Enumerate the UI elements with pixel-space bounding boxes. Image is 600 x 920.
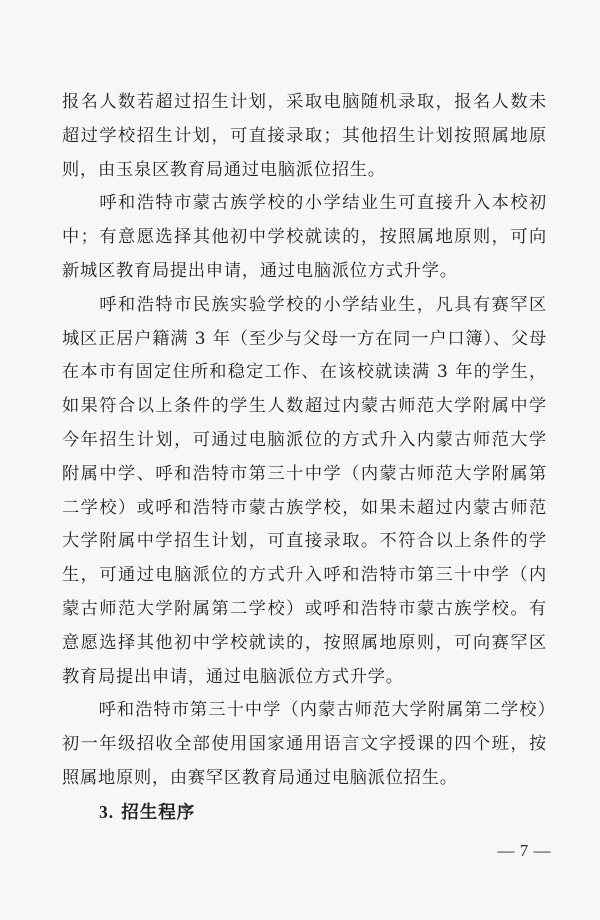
paragraph-2: 呼和浩特市蒙古族学校的小学结业生可直接升入本校初中；有意愿选择其他初中学校就读的，按照属地原则，可向新城区教育局提出申请，通过电脑派位方式升学。 bbox=[62, 193, 547, 281]
document-body bbox=[62, 86, 547, 831]
paragraph-3: 呼和浩特市民族实验学校的小学结业生，凡具有赛罕区城区正居户籍满 3 年（至少与父母一方在同一户口簿）、父母在本市有固定住所和稳定工作、在该校就读满 3 年的学生，如果符合以上条件的学生人数超过内蒙古师范大学附属中学今年招生计划，可通过电脑派位的方式升入内蒙古师范大学附属中学、呼和浩特市第三十中学（内蒙古师范大学附属第二学校）或呼和浩特市蒙古族学校，如果未超过内蒙古师范大学附属中学招生计划，可直接录取。不符合以上条件的学生，可通过电脑派位的方式升入呼和浩特市第三十中学（内蒙古师范大学附属第二学校）或呼和浩特市蒙古族学校。有意愿选择其他初中学校就读的，按照属地原则，可向赛罕区教育局提出申请，通过电脑派位方式升学。 bbox=[62, 294, 547, 687]
paragraph-1: 报名人数若超过招生计划，采取电脑随机录取，报名人数未超过学校招生计划，可直接录取；其他招生计划按照属地原则，由玉泉区教育局通过电脑派位招生。 bbox=[62, 92, 547, 180]
page-number: — 7 — bbox=[497, 841, 551, 860]
section-heading-indent bbox=[62, 803, 99, 823]
section-heading-text: 招生程序 bbox=[121, 802, 196, 823]
section-heading bbox=[62, 796, 547, 831]
section-heading-number: 3. bbox=[99, 801, 115, 822]
paragraph-4: 呼和浩特市第三十中学（内蒙古师范大学附属第二学校）初一年级招收全部使用国家通用语言文字授课的四个班，按照属地原则，由赛罕区教育局通过电脑派位招生。 bbox=[62, 700, 547, 788]
